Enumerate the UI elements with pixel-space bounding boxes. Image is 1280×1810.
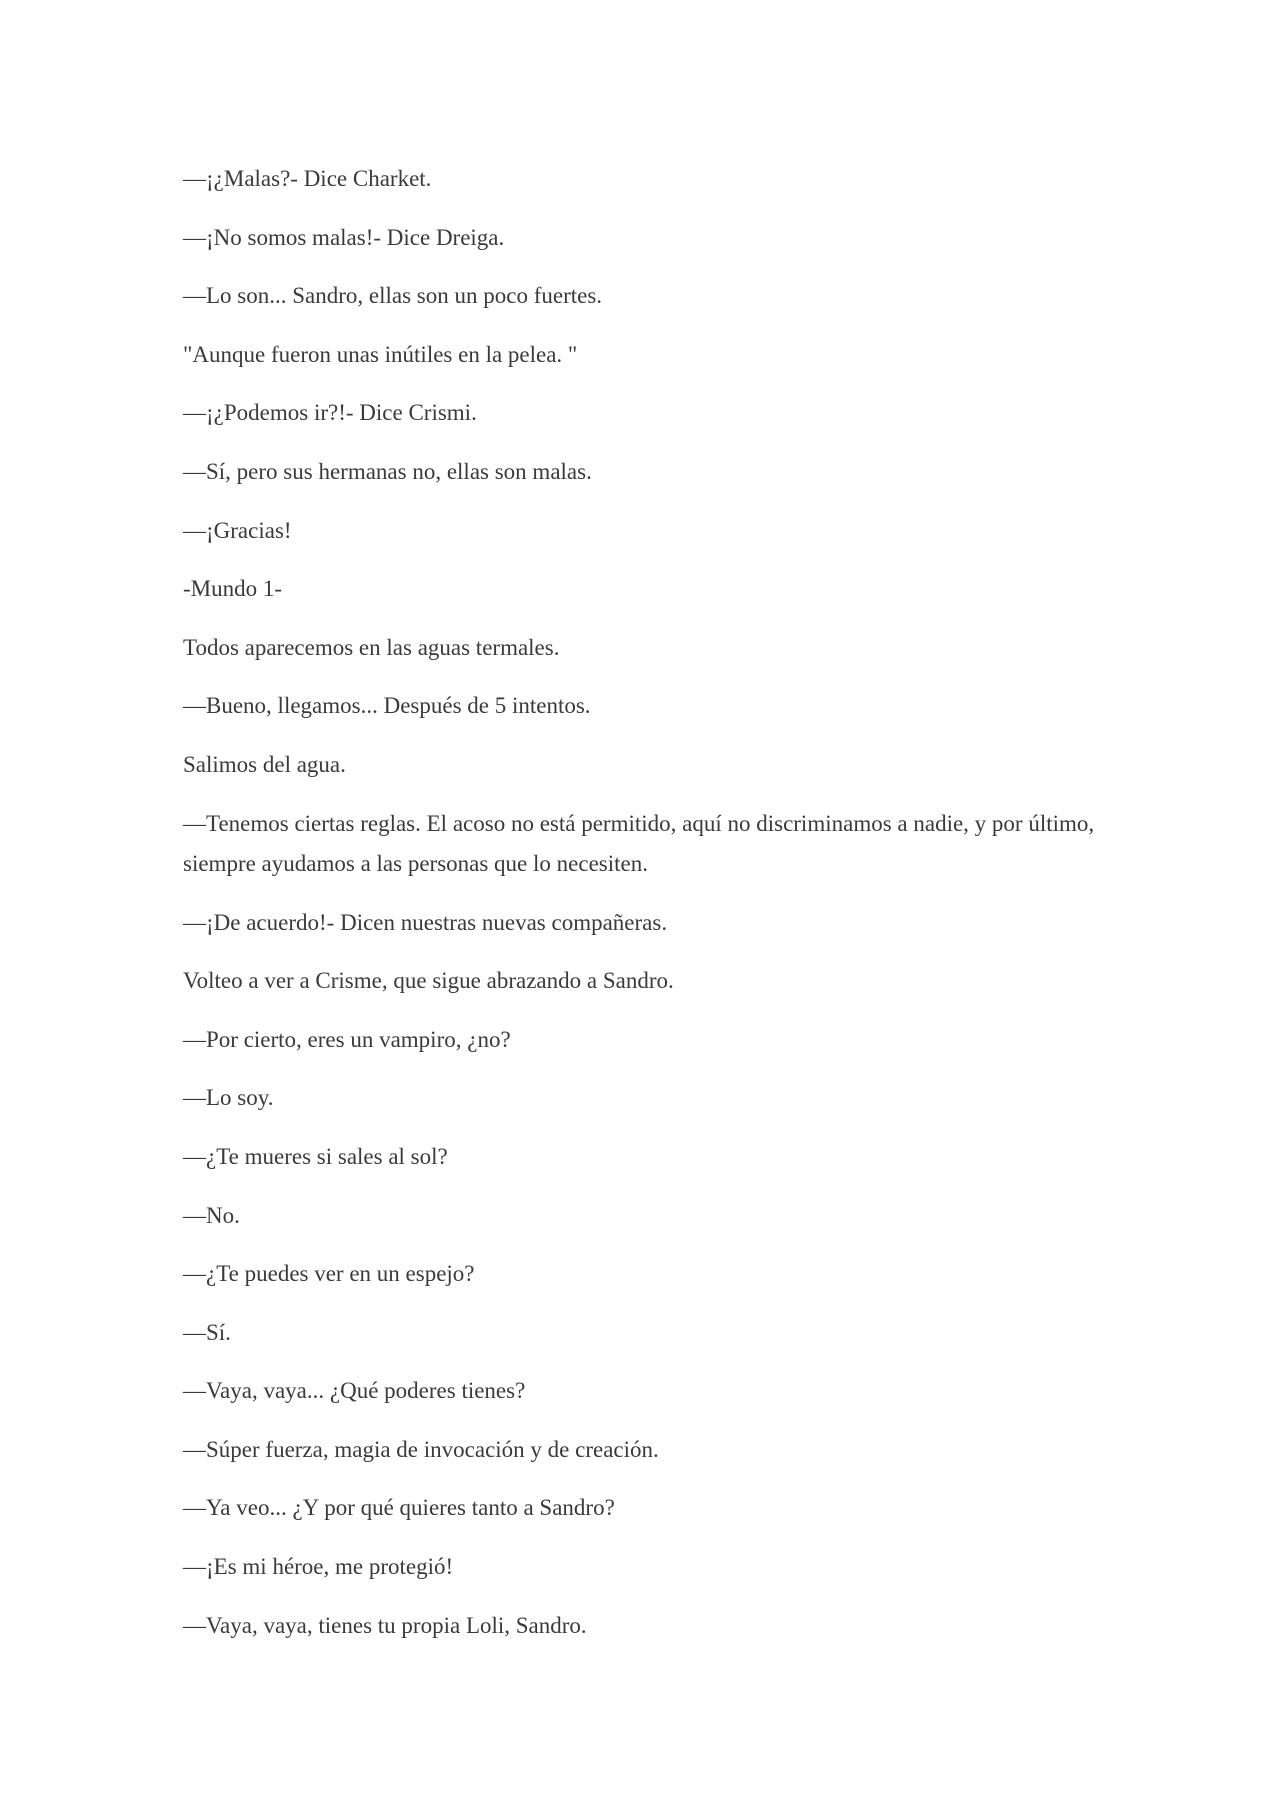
paragraph: Todos aparecemos en las aguas termales. (183, 634, 560, 660)
paragraph: —Lo son... Sandro, ellas son un poco fuertes. (183, 283, 603, 309)
paragraph: —¡¿Podemos ir?!- Dice Crismi. (183, 400, 477, 426)
paragraph: —Vaya, vaya... ¿Qué poderes tienes? (183, 1378, 526, 1404)
paragraph: "Aunque fueron unas inútiles en la pelea. " (183, 341, 578, 367)
section-marker: -Mundo 1- (183, 576, 283, 602)
paragraph: —No. (183, 1202, 240, 1228)
paragraph: —Ya veo... ¿Y por qué quieres tanto a Sandro? (183, 1495, 615, 1521)
paragraph: —¿Te puedes ver en un espejo? (183, 1261, 475, 1287)
paragraph: Salimos del agua. (183, 751, 346, 777)
paragraph: —¡Gracias! (183, 517, 292, 543)
paragraph: —¡De acuerdo!- Dicen nuestras nuevas compañeras. (183, 909, 668, 935)
paragraph: Volteo a ver a Crisme, que sigue abrazando a Sandro. (183, 968, 674, 994)
paragraph: —Súper fuerza, magia de invocación y de creación. (183, 1436, 659, 1462)
paragraph: —Bueno, llegamos... Después de 5 intentos. (183, 693, 591, 719)
paragraph: —¡¿Malas?- Dice Charket. (183, 166, 432, 191)
paragraph: —Vaya, vaya, tienes tu propia Loli, Sandro. (183, 1612, 587, 1638)
paragraph: —Sí. (183, 1319, 231, 1345)
paragraph: —¡No somos malas!- Dice Dreiga. (183, 224, 505, 250)
paragraph: —Sí, pero sus hermanas no, ellas son malas. (183, 458, 592, 484)
paragraph: —Lo soy. (183, 1085, 274, 1111)
paragraph: —Tenemos ciertas reglas. El acoso no está permitido, aquí no discriminamos a nadie, y por último, siempre ayudamos a las personas que lo necesiten. (183, 810, 1095, 876)
paragraph: —¿Te mueres si sales al sol? (183, 1143, 448, 1169)
paragraph: —¡Es mi héroe, me protegió! (183, 1554, 454, 1580)
paragraph: —Por cierto, eres un vampiro, ¿no? (183, 1026, 511, 1052)
document-page (183, 159, 1098, 1664)
